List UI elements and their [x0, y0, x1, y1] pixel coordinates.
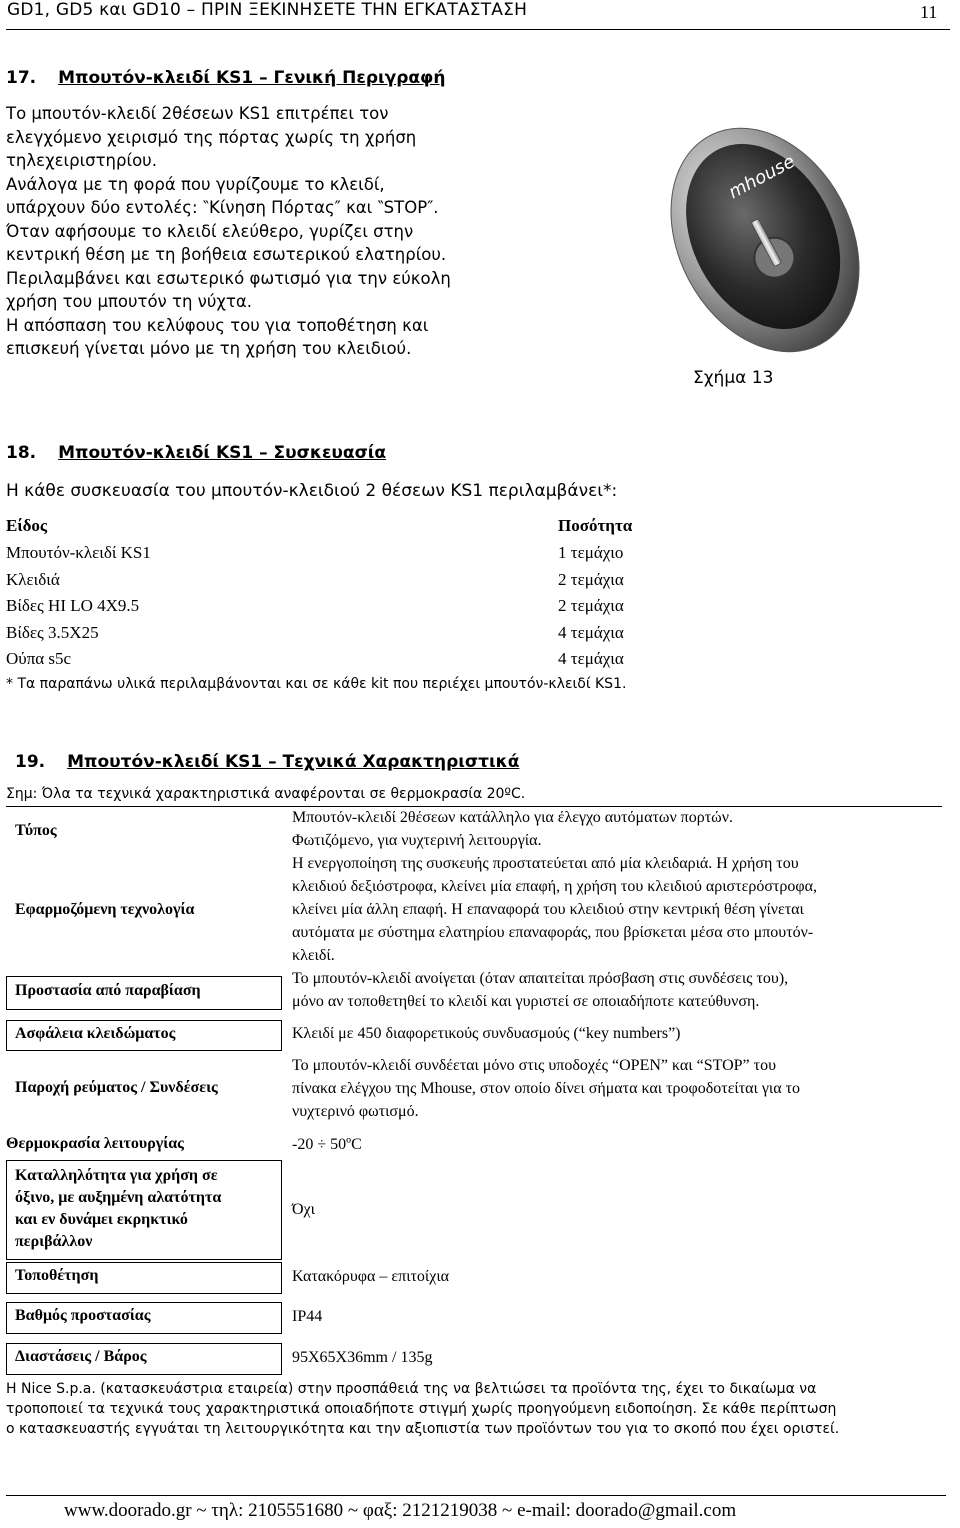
section-18-intro: Η κάθε συσκευασία του μπουτόν-κλειδιού 2 θέσεων KS1 περιλαμβάνει*: — [6, 481, 618, 501]
key-button-image — [615, 100, 935, 370]
section-18-title: Μπουτόν-κλειδί KS1 – Συσκευασία — [58, 443, 387, 463]
disclaimer-paragraph — [6, 1379, 839, 1439]
description-line: Το μπουτόν-κλειδί 2θέσεων KS1 επιτρέπει τον — [6, 104, 389, 123]
spec-value-temperature: -20 ÷ 50ºC — [292, 1136, 362, 1153]
package-table-header — [6, 516, 946, 542]
spec-label-technology: Εφαρμοζόμενη τεχνολογία — [15, 901, 195, 918]
description-line: χρήση του μπουτόν τη νύχτα. — [6, 292, 252, 311]
spec-value-type: Μπουτόν-κλειδί 2θέσεων κατάλληλο για έλεγχο αυτόματων πορτών. Φωτιζόμενο, για νυχτερινή λειτουργία. — [292, 809, 733, 849]
page-header-title: GD1, GD5 και GD10 – ΠΡΙΝ ΞΕΚΙΝΗΣΕΤΕ ΤΗΝ ΕΓΚΑΤΑΣΤΑΣΗ — [7, 0, 528, 20]
column-item-header: Είδος — [6, 516, 48, 535]
disclaimer-line: ο κατασκευαστής εγγυάται τη λειτουργικότητα και την αξιοπιστία των προϊόντων του για το σκοπό που έχει οριστεί. — [6, 1421, 840, 1437]
table-row — [6, 649, 946, 675]
description-line: υπάρχουν δύο εντολές: ‶Κίνηση Πόρτας″ και ‶STOP″. — [6, 198, 439, 217]
description-line: Η απόσπαση του κελύφους του για τοποθέτηση και — [6, 315, 429, 335]
spec-label-tamper: Προστασία από παραβίαση — [15, 982, 201, 999]
qty-cell: 4 τεμάχια — [558, 649, 624, 668]
section-17-title: Μπουτόν-κλειδί KS1 – Γενική Περιγραφή — [58, 68, 446, 88]
page-number: 11 — [920, 2, 938, 22]
qty-cell: 2 τεμάχια — [558, 596, 624, 615]
spec-label-mounting: Τοποθέτηση — [15, 1267, 99, 1284]
item-cell: Ούπα s5c — [6, 649, 72, 668]
section-18-number: 18. — [6, 443, 37, 463]
item-cell: Βίδες 3.5X25 — [6, 623, 99, 642]
figure-caption: Σχήμα 13 — [693, 368, 774, 388]
disclaimer-line: τροποποιεί τα τεχνικά τους χαρακτηριστικά οποιαδήποτε στιγμή χωρίς προηγούμενη ειδοποίηση. Σε κάθε περίπτωση — [6, 1401, 837, 1417]
section-17-heading — [6, 68, 445, 88]
spec-label-lock-security: Ασφάλεια κλειδώματος — [15, 1025, 176, 1042]
table-row — [6, 570, 946, 596]
section-19-title: Μπουτόν-κλειδί KS1 – Τεχνικά Χαρακτηριστικά — [67, 752, 520, 772]
item-cell: Μπουτόν-κλειδί KS1 — [6, 543, 151, 562]
spec-value-suitability: Όχι — [292, 1201, 315, 1218]
description-line: τηλεχειριστηρίου. — [6, 151, 157, 170]
spec-label-power: Παροχή ρεύματος / Συνδέσεις — [15, 1079, 218, 1096]
footer-divider — [6, 1495, 946, 1496]
spec-value-lock-security: Κλειδί με 450 διαφορετικούς συνδυασμούς (“key numbers”) — [292, 1025, 681, 1042]
qty-cell: 2 τεμάχια — [558, 570, 624, 589]
section-18-heading — [6, 443, 386, 463]
description-line: Όταν αφήσουμε το κλειδί ελεύθερο, γυρίζει στην — [6, 221, 414, 241]
description-line: επισκευή γίνεται μόνο με τη χρήση του κλειδιού. — [6, 339, 412, 358]
disclaimer-line: Η Nice S.p.a. (κατασκευάστρια εταιρεία) στην προσπάθειά της να βελτιώσει τα προϊόντα της, έχει το δικαίωμα να — [6, 1381, 817, 1397]
mhouse-logo: mhouse — [725, 150, 799, 204]
footer-contact: www.doorado.gr ~ τηλ: 2105551680 ~ φαξ: 2121219038 ~ e-mail: doorado@gmail.com — [64, 1500, 737, 1521]
section-19-number: 19. — [15, 752, 46, 772]
spec-label-type: Τύπος — [15, 822, 57, 839]
description-line: Ανάλογα με τη φορά που γυρίζουμε το κλειδί, — [6, 174, 385, 194]
table-row — [6, 623, 946, 649]
section-19-note: Σημ: Όλα τα τεχνικά χαρακτηριστικά αναφέρονται σε θερμοκρασία 20ºC. — [6, 786, 526, 802]
qty-cell: 4 τεμάχια — [558, 623, 624, 642]
table-row — [6, 596, 946, 622]
spec-value-power: Το μπουτόν-κλειδί συνδέεται μόνο στις υποδοχές “OPEN” και “STOP” του πίνακα ελέγχου της Mhouse, στον οποίο δίνει σήματα και τροφοδοτείται για το νυχτερινό φωτισμό. — [292, 1057, 801, 1120]
description-line: ελεγχόμενο χειρισμό της πόρτας χωρίς τη χρήση — [6, 127, 417, 147]
column-qty-header: Ποσότητα — [558, 516, 633, 535]
section-18-footnote: * Τα παραπάνω υλικά περιλαμβάνονται και σε κάθε kit που περιέχει μπουτόν-κλειδί KS1. — [6, 676, 627, 692]
section-19-heading — [15, 752, 519, 772]
item-cell: Βίδες HI LO 4X9.5 — [6, 596, 140, 615]
spec-value-mounting: Κατακόρυφα – επιτοίχια — [292, 1268, 450, 1285]
spec-label-suitability: Καταλληλότητα για χρήση σε όξινο, με αυξημένη αλατότητα και εν δυνάμει εκρηκτικό περιβάλλον — [15, 1167, 222, 1250]
item-cell: Κλειδιά — [6, 570, 60, 589]
description-line: κεντρική θέση με τη βοήθεια εσωτερικού ελατηρίου. — [6, 245, 447, 264]
spec-value-technology: Η ενεργοποίηση της συσκευής προστατεύεται από μία κλειδαριά. Η χρήση του κλειδιού δεξιόστροφα, κλείνει μία επαφή, η χρήση του κλειδιού αριστερόστροφα, κλείνει μία άλλη επαφή. Η επαναφορά του κλειδιού στην κεντρική θέση γίνεται αυτόματα με σύστημα ελατηρίου επαναφοράς, που βρίσκεται μέσα στο μπουτόν- κλειδί. — [292, 855, 817, 964]
spec-label-temperature: Θερμοκρασία λειτουργίας — [6, 1135, 184, 1152]
section-17-number: 17. — [6, 68, 37, 88]
spec-label-dimensions: Διαστάσεις / Βάρος — [15, 1348, 147, 1365]
header-divider — [6, 29, 950, 30]
spec-value-protection: IP44 — [292, 1308, 323, 1325]
spec-value-dimensions: 95X65X36mm / 135g — [292, 1349, 433, 1366]
description-line: Περιλαμβάνει και εσωτερικό φωτισμό για την εύκολη — [6, 268, 451, 288]
spec-label-protection: Βαθμός προστασίας — [15, 1307, 151, 1324]
table-row — [6, 543, 946, 569]
qty-cell: 1 τεμάχιο — [558, 543, 624, 562]
spec-value-tamper: Το μπουτόν-κλειδί ανοίγεται (όταν απαιτείται πρόσβαση στις συνδέσεις του), μόνο αν τοποθετηθεί το κλειδί και γυριστεί σε οποιαδήποτε κατεύθυνση. — [292, 970, 789, 1010]
section-17-description — [6, 102, 566, 361]
